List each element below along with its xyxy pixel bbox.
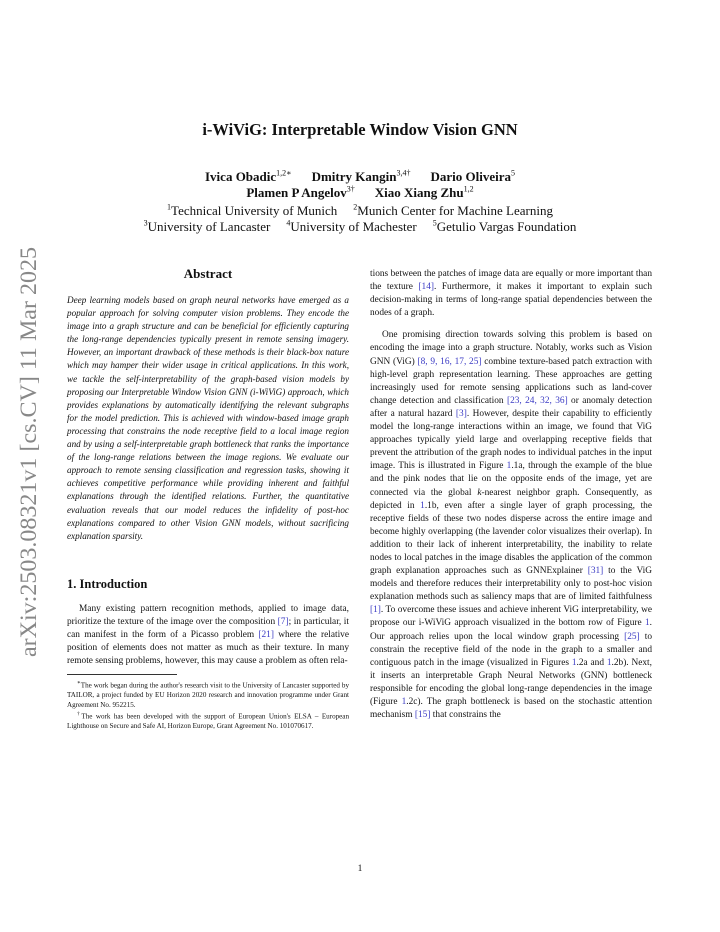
text-run: . However, despite their capability to efficiently model the long-range interactions within an image, we found that ViG approaches typically yield large and overlapping receptive fields that prevent the attribution of the graph nodes to individual patches in the input image. This is illustrated in Figure [370,408,652,472]
citation-link[interactable]: [3] [455,408,467,419]
affiliation [433,219,577,234]
footnote-marker: ∗ [77,680,81,687]
text-run: . Our approach relies upon the local window graph processing [370,618,652,642]
abstract-heading: Abstract [183,266,233,281]
arxiv-identifier-sidebar [6,245,46,665]
citation-link[interactable]: 1 [506,461,512,472]
citation-link[interactable]: 1 [401,697,407,707]
arxiv-identifier-graphic [6,245,46,665]
footnote-text [67,710,349,732]
citation-link[interactable]: 1 [420,500,425,511]
paper-title: i-WiViG: Interpretable Window Vision GNN [202,120,518,139]
page-number: 1 [357,864,363,874]
citation-link[interactable]: [7] [277,616,289,627]
affiliation-name: Getulio Vargas Foundation [436,219,577,235]
text-run: .2a and [576,657,607,668]
author-affiliation-marker: 3,4† [396,169,411,178]
citation-link[interactable]: [14] [418,282,434,293]
author-affiliation-marker: 1,2 [463,185,474,194]
footnote-marker: † [77,711,82,718]
citation-link[interactable]: [15] [414,710,431,721]
abstract-text: Deep learning models based on graph neural networks have emerged as a popular approach for solving computer vision problems. They encode the image into a graph structure and can be beneficial for efficiently capturing the long-range dependencies typically present in remote sensing imagery. However, an important drawback of these methods is their black-box nature which may hamper their wider usage in critical applications. In this work, we tackle the self-interpretability of the graph-based vision models by proposing our Interpretable Window Vision GNN (i-WiViG) approach, which provides explanations by automatically identifying the relevant subgraphs for the model prediction. This is achieved with window-based image graph processing that constrains the node receptive field to a local image region and by using a self-interpretable graph bottleneck that ranks the importance of the long-range relations between the image regions. We evaluate our approach to remote sensing classification and regression tasks, showing it achieves competitive performance while providing inherent and faithful explanations through the identified relations. Further, the quantitative evaluation reveals that our model reduces the infidelity of post-hoc explanations compared to other Vision GNN models, without sacrificing explanation sparsity. [67,295,349,541]
affiliation-marker: 1 [167,203,172,212]
text-run: Many existing pattern recognition methods, applied to image data, prioritize the texture of the image over the composition [67,603,349,627]
text-run: where the relative position of elements does not matter as much as their texture. In many remote sensing problems, however, this may cause a problem as often rela- [67,629,349,667]
author-name: Ivica Obadic$^{1,2∗}$ [205,169,292,185]
affiliation-name: Technical University of Munich [171,203,338,219]
citation-link[interactable]: [25] [624,631,640,642]
affiliation-marker: 4 [286,219,291,228]
footnote-body: The work began during the author's research visit to the University of Lancaster supported by TAILOR, a project funded by EU Horizon 2020 research and innovation programme under Grant Agreement No. 952215. [67,681,349,709]
text-run: tions between the patches of image data are equally or more important than the texture [370,269,652,293]
text-run: to the ViG models and therefore reduces their interpretability only to post-hoc vision explanation methods such as saliency maps that are of limited faithfulness [370,566,652,603]
right-column [370,268,652,722]
continued-paragraph [370,268,652,320]
affiliation-name: Munich Center for Machine Learning [357,203,553,219]
text-run: . Furthermore, it makes it important to explain such decision-making in terms of long-range spatial dependencies between the nodes of a graph. [370,282,653,319]
text-run: .2c). The graph bottleneck is based on the stochastic attention mechanism [370,697,652,721]
citation-link[interactable]: [31] [587,566,604,577]
author-affiliation-marker: 5 [510,169,515,178]
affiliation-name: University of Machester [290,219,417,235]
text-run: to constrain the receptive field of the node in the graph to a smaller and contiguous patch in the image (visualized in Figures [370,631,652,668]
footnotes [67,679,349,732]
citation-link[interactable]: [23, 24, 32, 36] [506,395,568,406]
footnote-body: The work has been developed with the support of European Union's ELSA – European Lighthouse on Secure and Safe AI, Horizon Europe, Grant Agreement No. 101070617. [67,712,350,731]
affiliation-marker: 5 [432,219,437,228]
text-run: .1b, even after a single layer of graph processing, the receptive fields of these two nodes disperse across the entire image and become highly overlapping (the lavender color visualizes their overlap). In addition to their lack of inherent interpretability, the inability to relate nodes to local patches in the image disables the application of the common graph explanation approaches such as GNNExplainer [370,500,652,577]
vision-gnn-paragraph [370,329,652,722]
author-list-line-2 [0,185,720,201]
affiliation [167,203,337,218]
citation-link[interactable]: [1] [370,605,381,616]
affiliation [353,203,553,218]
text-run: or anomaly detection after a natural hazard [370,395,652,419]
author-name: Dmitry Kangin$^{3,4\dagger}$ [311,169,411,185]
text-run: -nearest neighbor graph. Consequently, as depicted in [370,487,653,511]
text-run: .2b). Next, it inserts an interpretable Graph Neural Networks (GNN) bottleneck responsible for encoding the global long-range dependencies in the image (Figure [370,657,652,707]
affiliation-name: University of Lancaster [147,219,271,235]
affiliation [144,219,271,234]
affiliation-marker: 3 [143,219,148,228]
arxiv-identifier-text: arXiv:2503.08321v1 [cs.CV] 11 Mar 2025 [16,264,41,657]
author-affiliation-marker: 3† [346,185,355,194]
citation-link[interactable]: 1 [571,657,577,668]
affiliation-line-2 [0,219,720,235]
text-run: One promising direction towards solving this problem is based on encoding the image into a graph structure. Notably, works such as Vision GNN (ViG) [370,330,652,367]
text-run: combine texture-based patch extraction with high-level graph representation learning. These approaches are getting increasingly used for remote sensing applications such as land-cover change detection and classification [370,356,652,406]
author-name: Plamen P Angelov$^{3\dagger}$ [246,185,355,201]
footnote-text [67,679,349,710]
author-affiliation-marker: 1,2∗ [276,169,292,178]
citation-link[interactable]: 1 [606,657,612,668]
math-symbol: k [477,487,482,498]
author-name: Dario Oliveira$^5$ [430,169,515,185]
left-column [67,266,349,732]
citation-link[interactable]: [8, 9, 16, 17, 25] [417,356,482,367]
text-run: that constrains the [430,710,501,721]
author-name: Xiao Xiang Zhu$^{1,2}$ [374,185,474,201]
text-run: .1a, through the example of the blue and the pink nodes that lie on the opposite ends of the image, yet are connected via the global [370,461,652,498]
citation-link[interactable]: 1 [644,618,650,629]
affiliation-line-1 [0,203,720,219]
affiliation-marker: 2 [353,203,358,212]
affiliation [286,219,416,234]
author-list-line-1 [0,169,720,185]
section-heading-introduction: 1. Introduction [67,576,148,591]
footnote-divider [67,674,177,675]
text-run: . To overcome these issues and achieve inherent ViG interpretability, we propose our i-WiViG approach visualized in the bottom row of Figure [370,605,652,629]
text-run: ; in particular, it can manifest in the form of a Picasso problem [67,616,349,640]
introduction-paragraph [67,603,349,668]
citation-link[interactable]: [21] [258,629,274,640]
